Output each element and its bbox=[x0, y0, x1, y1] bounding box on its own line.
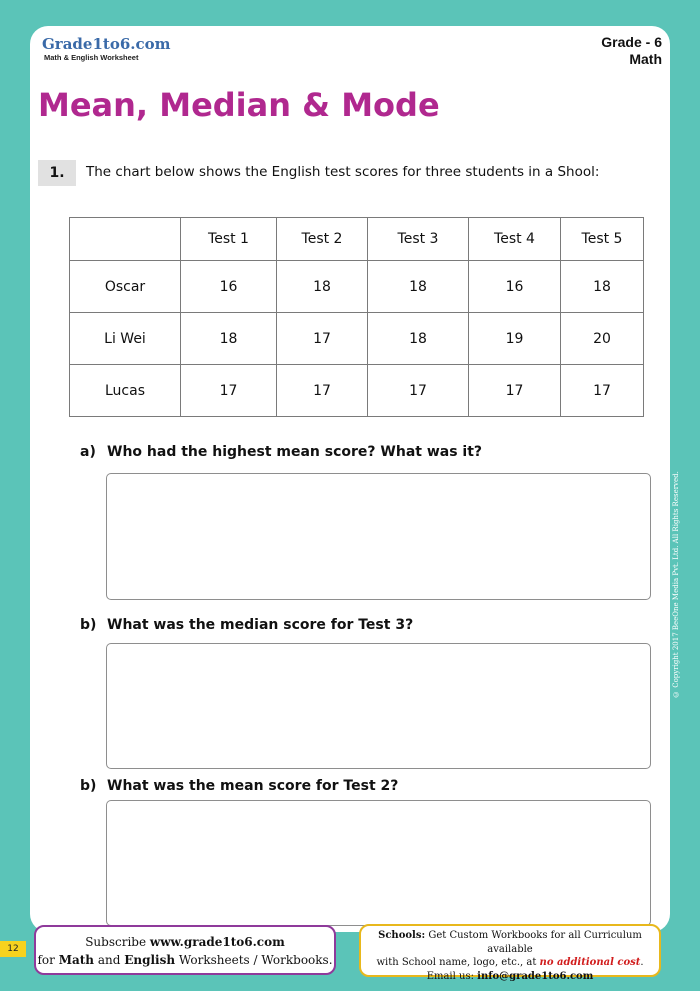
email-link[interactable]: info@grade1to6.com bbox=[477, 970, 594, 982]
for-word: for bbox=[37, 953, 59, 967]
subquestion-label: b) bbox=[80, 778, 97, 794]
and-word: and bbox=[94, 953, 125, 967]
subject-label: Math bbox=[629, 51, 662, 67]
subscribe-banner bbox=[34, 925, 336, 975]
score-cell: 18 bbox=[561, 261, 644, 313]
schools-label: Schools: bbox=[378, 930, 426, 941]
score-cell: 17 bbox=[469, 365, 561, 417]
subscribe-prefix: Subscribe bbox=[85, 935, 150, 949]
student-name-cell: Li Wei bbox=[70, 313, 181, 365]
table-header-cell bbox=[70, 218, 181, 261]
schools-banner bbox=[359, 924, 661, 982]
student-name-cell: Lucas bbox=[70, 365, 181, 417]
answer-box-a[interactable] bbox=[106, 473, 651, 600]
worksheets-suffix: Worksheets / Workbooks. bbox=[175, 953, 333, 967]
table-header-cell: Test 5 bbox=[561, 218, 644, 261]
question-number: 1. bbox=[38, 160, 76, 186]
page-number: 12 bbox=[0, 941, 26, 957]
table-header-row bbox=[70, 218, 644, 261]
score-cell: 19 bbox=[469, 313, 561, 365]
grade-label: Grade - 6 bbox=[601, 34, 662, 50]
math-word: Math bbox=[58, 953, 95, 967]
question-text: The chart below shows the English test scores for three students in a Shool: bbox=[86, 164, 600, 180]
subquestion-b bbox=[80, 617, 413, 633]
answer-box-b[interactable] bbox=[106, 643, 651, 769]
email-label: Email us: bbox=[426, 970, 478, 982]
table-header-cell: Test 1 bbox=[181, 218, 277, 261]
scores-table bbox=[69, 217, 644, 417]
subquestion-label: a) bbox=[80, 444, 96, 460]
page-title: Mean, Median & Mode bbox=[38, 86, 440, 124]
student-name-cell: Oscar bbox=[70, 261, 181, 313]
table-row bbox=[70, 313, 644, 365]
score-cell: 20 bbox=[561, 313, 644, 365]
subscribe-link[interactable]: www.grade1to6.com bbox=[149, 935, 285, 949]
score-cell: 18 bbox=[368, 313, 469, 365]
subquestion-label: b) bbox=[80, 617, 97, 633]
period-text: . bbox=[640, 957, 644, 968]
english-word: English bbox=[124, 953, 176, 967]
brand-tagline: Math & English Worksheet bbox=[44, 53, 139, 62]
schools-line2-text: with School name, logo, etc., at bbox=[376, 957, 540, 968]
score-cell: 17 bbox=[277, 313, 368, 365]
score-cell: 18 bbox=[368, 261, 469, 313]
table-row bbox=[70, 261, 644, 313]
schools-text: Get Custom Workbooks for all Curriculum available bbox=[425, 930, 642, 955]
score-cell: 18 bbox=[181, 313, 277, 365]
no-cost-text: no additional cost bbox=[539, 957, 641, 968]
schools-line-1 bbox=[361, 929, 659, 956]
brand-name[interactable]: Grade1to6.com bbox=[42, 35, 171, 53]
score-cell: 18 bbox=[277, 261, 368, 313]
answer-box-c[interactable] bbox=[106, 800, 651, 926]
subquestion-a bbox=[80, 444, 482, 460]
table-row bbox=[70, 365, 644, 417]
subscribe-line-1 bbox=[36, 933, 334, 951]
copyright-notice: © Copyright 2017 BeeOne Media Pvt. Ltd. All Rights Reserved. bbox=[672, 471, 680, 699]
subquestion-c bbox=[80, 778, 398, 794]
score-cell: 16 bbox=[181, 261, 277, 313]
schools-line-3 bbox=[361, 970, 659, 984]
subscribe-line-2 bbox=[36, 951, 334, 969]
score-cell: 17 bbox=[368, 365, 469, 417]
subquestion-text: What was the mean score for Test 2? bbox=[107, 778, 399, 794]
grade-subject-label bbox=[601, 34, 662, 68]
subquestion-text: What was the median score for Test 3? bbox=[107, 617, 414, 633]
table-header-cell: Test 2 bbox=[277, 218, 368, 261]
score-cell: 17 bbox=[561, 365, 644, 417]
schools-line-2 bbox=[361, 956, 659, 970]
score-cell: 16 bbox=[469, 261, 561, 313]
subquestion-text: Who had the highest mean score? What was it? bbox=[107, 444, 483, 460]
score-cell: 17 bbox=[181, 365, 277, 417]
score-cell: 17 bbox=[277, 365, 368, 417]
table-header-cell: Test 3 bbox=[368, 218, 469, 261]
table-header-cell: Test 4 bbox=[469, 218, 561, 261]
